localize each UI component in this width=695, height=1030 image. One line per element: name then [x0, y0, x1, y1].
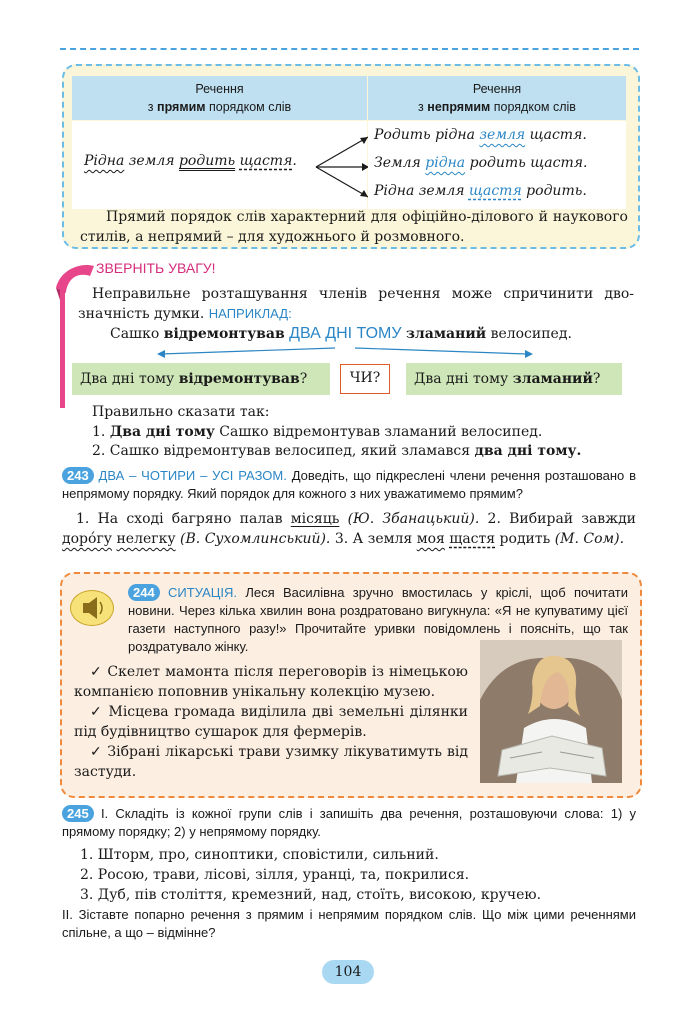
- word-order-table: [62, 64, 640, 249]
- s1-text: 1. На сході багряно палав: [76, 511, 283, 527]
- direct-sentence: [84, 153, 297, 169]
- task-243-instruction: Доведіть, що підкреслені члени речення розташовано в непрямому порядку. Який порядок для кожного з них уважатимемо прямим?: [62, 468, 636, 501]
- option-right: [406, 363, 622, 395]
- option-left-post: ?: [299, 371, 308, 387]
- task-244-number: 244: [128, 584, 160, 601]
- direct-order-cell: [72, 121, 367, 209]
- indirect-row-3: [374, 183, 587, 199]
- s3-source: (М. Сом).: [554, 531, 625, 547]
- correct-label: Правильно сказати так:: [92, 404, 270, 420]
- speaker-icon: [70, 590, 114, 626]
- arrow-up: [316, 137, 368, 167]
- s3-end: родить: [499, 531, 551, 547]
- example-post: велосипед.: [490, 326, 572, 342]
- s2-underlined-2: нелегку: [116, 531, 176, 547]
- speaker-glyph: [71, 591, 113, 625]
- news-item-1: ✓ Скелет мамонта після переговорів із німецькою компанією поповнив унікальну колекцію музею.: [74, 664, 468, 700]
- row3-highlight: щастя: [468, 183, 522, 199]
- correct-2-bold: два дні тому.: [474, 443, 582, 459]
- arrow-down: [316, 167, 368, 197]
- task-245-part2: ІІ. Зіставте попарно речення з прямим і непрямим порядком слів. Що між цими реченнями спільне, а що – відмінне?: [62, 907, 636, 940]
- question-box: ЧИ?: [340, 364, 390, 394]
- row2-b: родить щастя.: [469, 155, 588, 171]
- example-verb: відремонтував: [163, 326, 285, 342]
- woman-reading-newspaper-image: [480, 640, 622, 783]
- example-center: ДВА ДНІ ТОМУ: [289, 325, 402, 342]
- s2-text: 2. Вибирай завжди: [487, 511, 637, 527]
- option-right-post: ?: [592, 371, 601, 387]
- header-left-post: порядком слів: [209, 100, 292, 114]
- task-245-item-2: 2. Росою, трави, лісові, зілля, уранці, та, покрилися.: [80, 867, 470, 883]
- s2-underlined-1: дорóгу: [62, 531, 113, 547]
- indirect-row-1: [374, 127, 587, 143]
- example-adj: зламаний: [405, 326, 487, 342]
- correct-2-pre: 2. Сашко відремонтував велосипед, який зламався: [92, 443, 471, 459]
- task-244-instruction: Леся Василівна зручно вмостилась у кріслі, щоб почитати новини. Через кілька хвилин вона роздратовано вигукнула: «Я не купуватиму цієї газети наступного разу!» Прочитайте уривки повідомлень і поясніть, що так роздратувало жінку.: [128, 585, 628, 654]
- task-245-list: [80, 845, 541, 905]
- option-left-pre: Два дні тому: [80, 371, 175, 387]
- news-item-3: ✓ Зібрані лікарські трави узимку лікуватимуть від застуди.: [74, 744, 468, 780]
- attention-paragraph: [78, 284, 634, 324]
- task-245-instruction: І. Складіть із кожної групи слів і запишіть два речення, розташовуючи слова: 1) у прямому порядку; 2) у непрямому порядку.: [62, 806, 636, 839]
- option-right-bold: зламаний: [512, 371, 593, 387]
- task-244-list: [74, 662, 468, 782]
- table-header-direct: [72, 76, 367, 120]
- word-predicate: родить: [178, 153, 236, 169]
- attention-side-bar: [60, 288, 65, 408]
- s1-source: (Ю. Збанацький).: [347, 511, 480, 527]
- row1-b: щастя.: [529, 127, 587, 143]
- word-attribute: Рідна: [84, 153, 125, 169]
- row2-highlight: рідна: [425, 155, 466, 171]
- row2-a: Земля: [374, 155, 421, 171]
- indirect-order-cell: [368, 121, 626, 209]
- s3-underlined-2: щастя: [449, 531, 496, 547]
- header-right-post: порядком слів: [493, 100, 576, 114]
- top-divider: [60, 48, 639, 50]
- task-245-header: [62, 805, 636, 841]
- header-left-pre: з: [147, 100, 154, 114]
- s3-underlined-1: моя: [416, 531, 445, 547]
- header-right-pre: з: [418, 100, 424, 114]
- page-number: 104: [322, 960, 374, 984]
- task-243-number: 243: [62, 467, 94, 484]
- correct-1-num: 1.: [92, 424, 106, 440]
- task-245-number: 245: [62, 805, 94, 822]
- correct-1-rest: Сашко відремонтував зламаний велосипед.: [219, 424, 543, 440]
- header-left-bold: прямим: [157, 100, 206, 114]
- header-left-sub: [72, 98, 367, 116]
- arrows-diagram: [312, 127, 372, 207]
- correct-2: [92, 441, 581, 461]
- word-subject: земля: [128, 153, 175, 169]
- attention-text: Неправильне розташування членів речення може спричинити двозначність думки.: [78, 286, 634, 322]
- header-right-sub: [368, 98, 626, 116]
- task-244-heading: СИТУАЦІЯ.: [168, 585, 238, 600]
- row3-a: Рідна земля: [374, 183, 465, 199]
- example-sentence: [110, 325, 572, 343]
- ambiguity-arrows: [155, 344, 535, 364]
- option-left: [72, 363, 330, 395]
- s1-underlined: місяць: [290, 511, 340, 527]
- task-243-heading: ДВА – ЧОТИРИ – УСІ РАЗОМ.: [98, 468, 287, 483]
- row3-b: родить.: [526, 183, 587, 199]
- indirect-row-2: [374, 155, 587, 171]
- task-245-item-3: 3. Дуб, пів століття, кремезний, над, стоїть, високою, кручею.: [80, 887, 542, 903]
- task-245-item-1: 1. Шторм, про, синоптики, сповістили, сильний.: [80, 847, 439, 863]
- attention-title: ЗВЕРНІТЬ УВАГУ!: [96, 260, 216, 276]
- word-object: щастя: [239, 153, 293, 169]
- s2-source: (В. Сухомлинський).: [180, 531, 331, 547]
- example-pre: Сашко: [110, 326, 160, 342]
- header-right-bold: непрямим: [427, 100, 491, 114]
- correct-1-bold: Два дні тому: [109, 424, 215, 440]
- table-header-indirect: [368, 76, 626, 120]
- example-label: НАПРИКЛАД:: [208, 306, 292, 321]
- task-243-text: [62, 509, 636, 549]
- row1-a: Родить рідна: [374, 127, 475, 143]
- task-243-header: [62, 467, 636, 503]
- option-right-pre: Два дні тому: [414, 371, 509, 387]
- option-left-bold: відремонтував: [178, 371, 300, 387]
- sentence-end: .: [292, 153, 297, 169]
- news-item-2: ✓ Місцева громада виділила дві земельні ділянки під будівництво сушарок для фермерів.: [74, 704, 468, 740]
- table-note: Прямий порядок слів характерний для офіційно-ділового й наукового стилів, а непрямий – для художнього й розмовного.: [80, 209, 628, 245]
- header-left-title: Речення: [195, 82, 244, 96]
- header-right-title: Речення: [472, 82, 522, 96]
- correct-1: [92, 422, 542, 442]
- s3-text: 3. А земля: [334, 531, 413, 547]
- row1-highlight: земля: [479, 127, 526, 143]
